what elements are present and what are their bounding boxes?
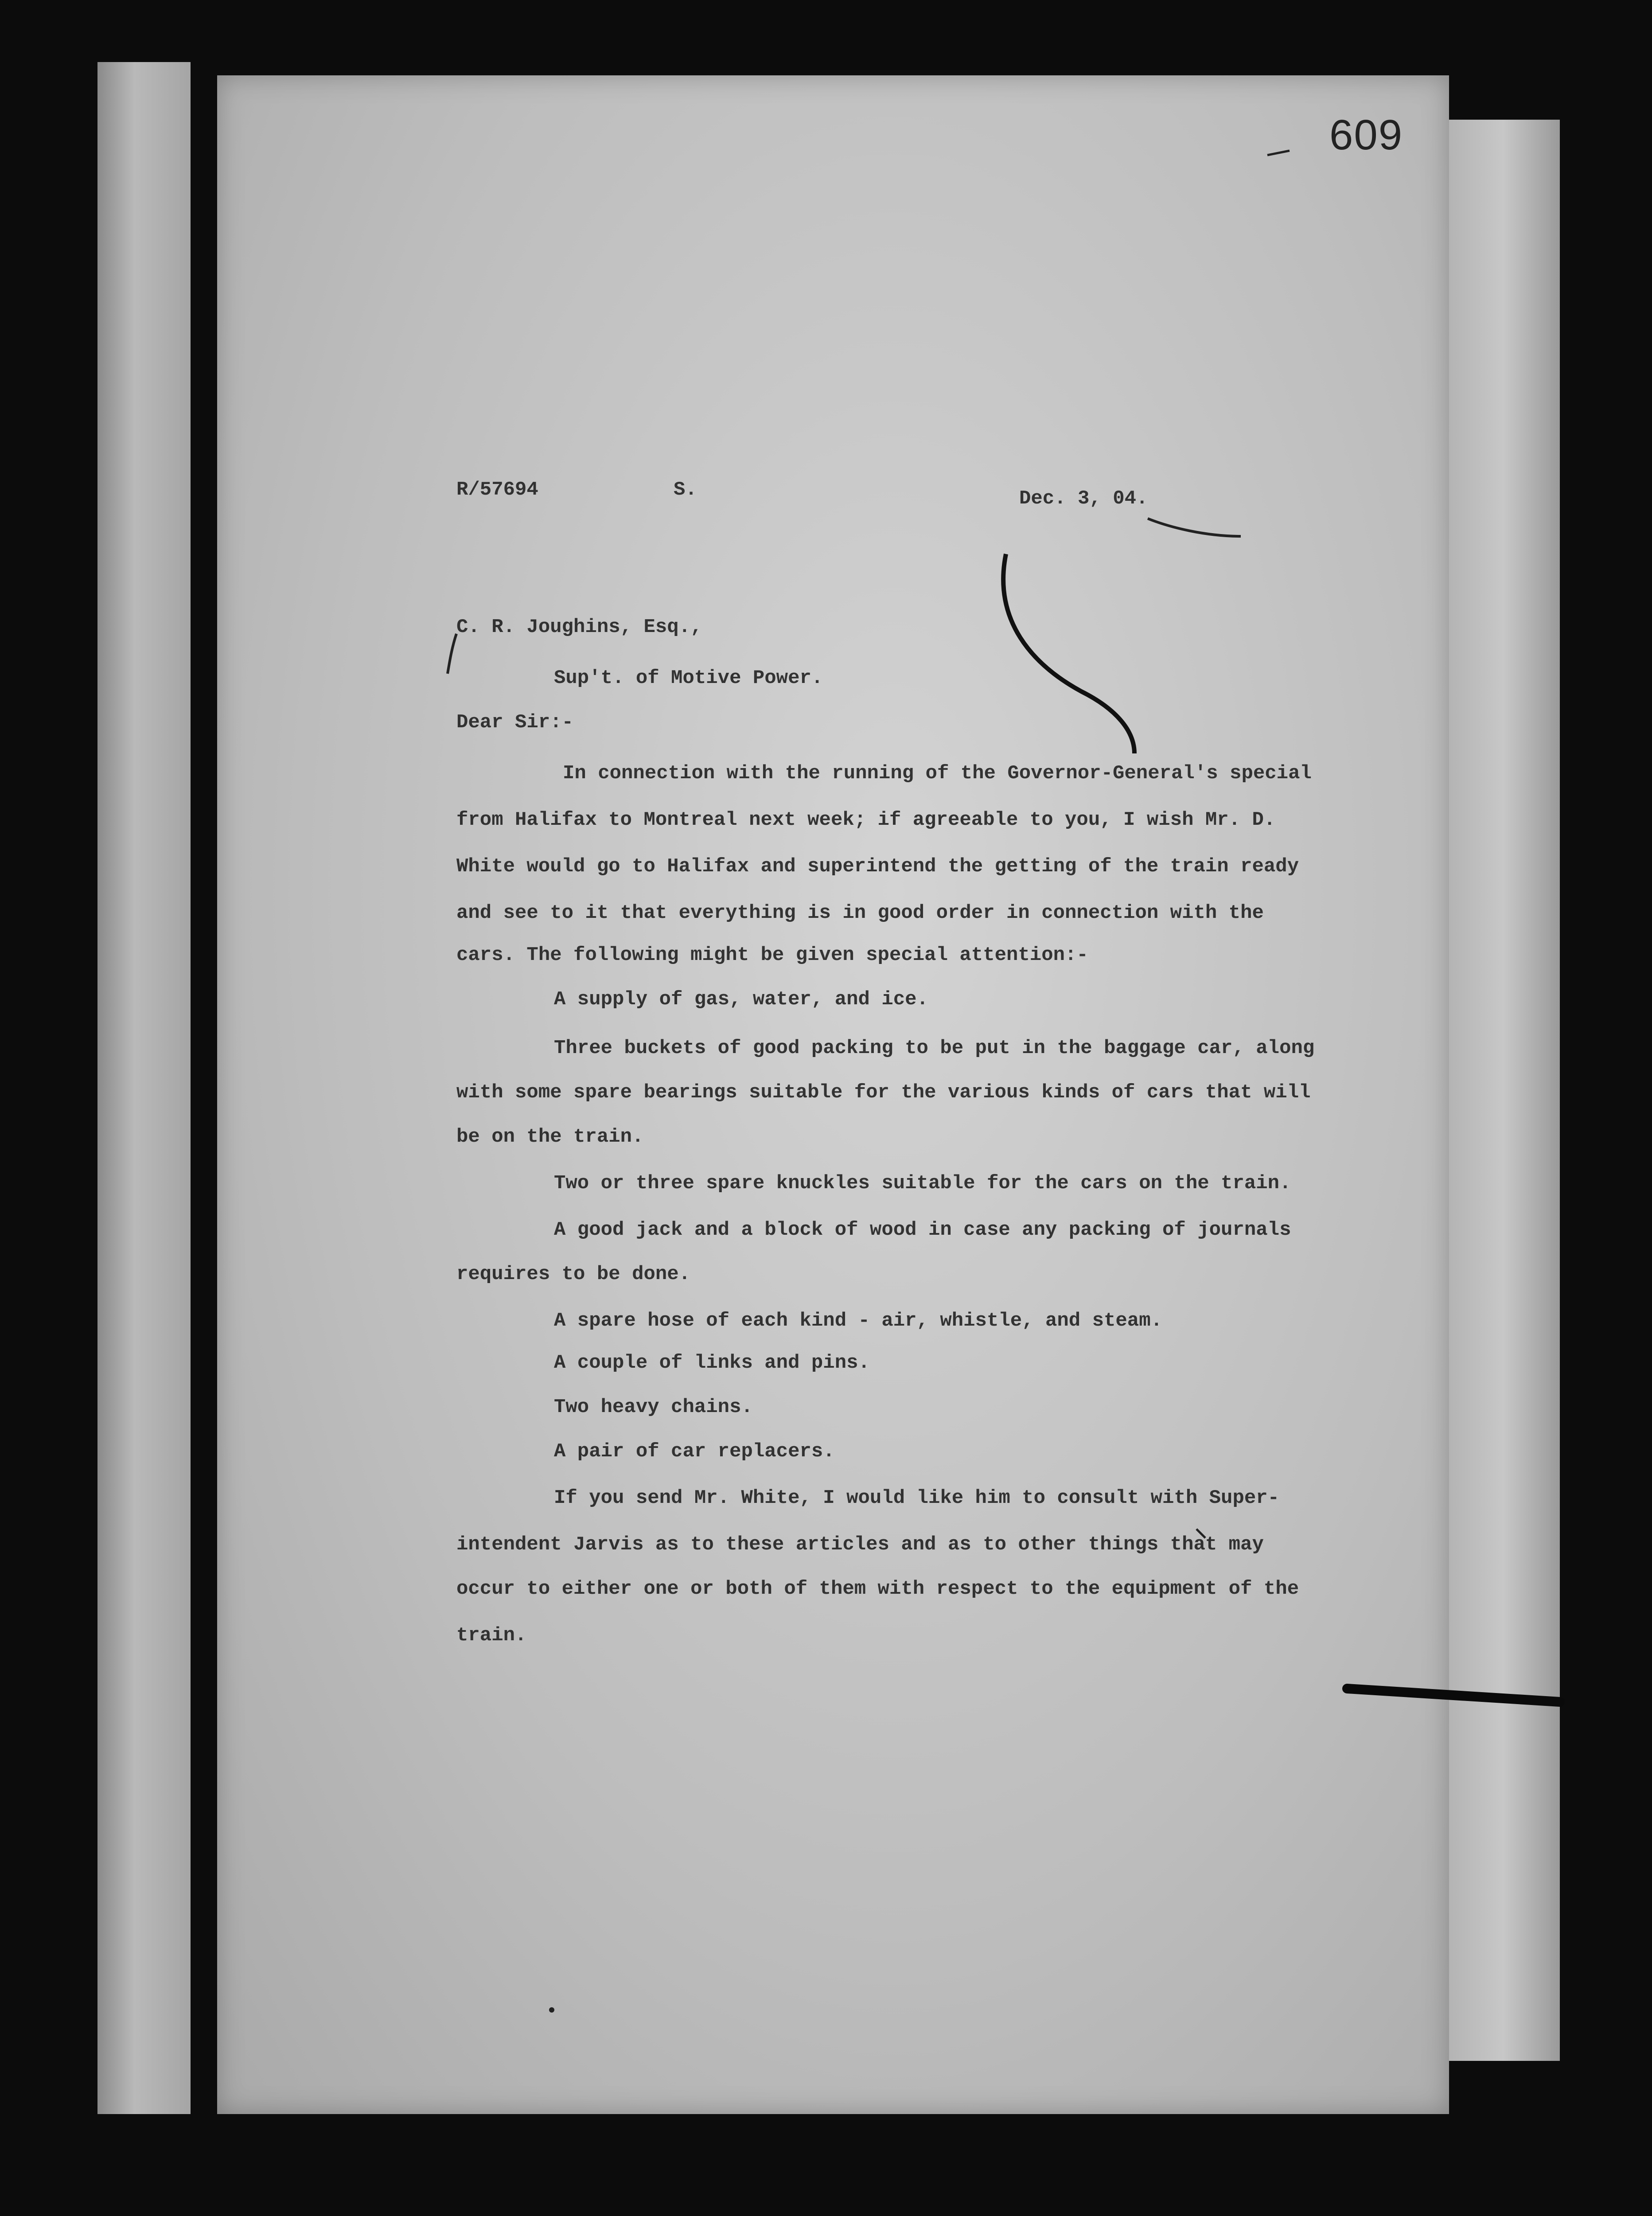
letter-line: Three buckets of good packing to be put in the baggage car, along	[554, 1037, 1315, 1059]
back-page-edge	[97, 62, 191, 2114]
letter-line: Two or three spare knuckles suitable for the cars on the train.	[554, 1172, 1291, 1194]
letter-line: occur to either one or both of them with respect to the equipment of the	[456, 1578, 1299, 1600]
letter-line: requires to be done.	[456, 1263, 691, 1285]
letter-line: train.	[456, 1624, 527, 1646]
letter-line: intendent Jarvis as to these articles and as to other things that may	[456, 1533, 1264, 1556]
letter-line: with some spare bearings suitable for the various kinds of cars that will	[456, 1081, 1311, 1104]
letter-line: and see to it that everything is in good order in connection with the	[456, 902, 1264, 924]
letter-line: If you send Mr. White, I would like him to consult with Super-	[554, 1487, 1280, 1509]
letter-line: cars. The following might be given special attention:-	[456, 944, 1088, 966]
addressee: C. R. Joughins, Esq.,	[456, 616, 702, 638]
letter-line: In connection with the running of the Governor-General's special	[563, 762, 1312, 784]
letter-line: White would go to Halifax and superintend the getting of the train ready	[456, 855, 1299, 878]
letter-line: A pair of car replacers.	[554, 1440, 835, 1463]
letter-line: A supply of gas, water, and ice.	[554, 988, 928, 1010]
letter-line: be on the train.	[456, 1126, 644, 1148]
letter-line: Two heavy chains.	[554, 1396, 753, 1418]
salutation: Dear Sir:-	[456, 711, 574, 733]
letter-line: A spare hose of each kind - air, whistle, and steam.	[554, 1310, 1163, 1332]
letter-date: Dec. 3, 04.	[1019, 488, 1148, 510]
letter-initial: S.	[674, 479, 697, 501]
letter-line: A good jack and a block of wood in case any packing of journals	[554, 1219, 1291, 1241]
page-number: 609	[1329, 111, 1403, 159]
letter-line: A couple of links and pins.	[554, 1352, 870, 1374]
addressee-title: Sup't. of Motive Power.	[554, 667, 823, 689]
file-reference: R/57694	[456, 479, 538, 501]
letter-line: from Halifax to Montreal next week; if agreeable to you, I wish Mr. D.	[456, 809, 1276, 831]
